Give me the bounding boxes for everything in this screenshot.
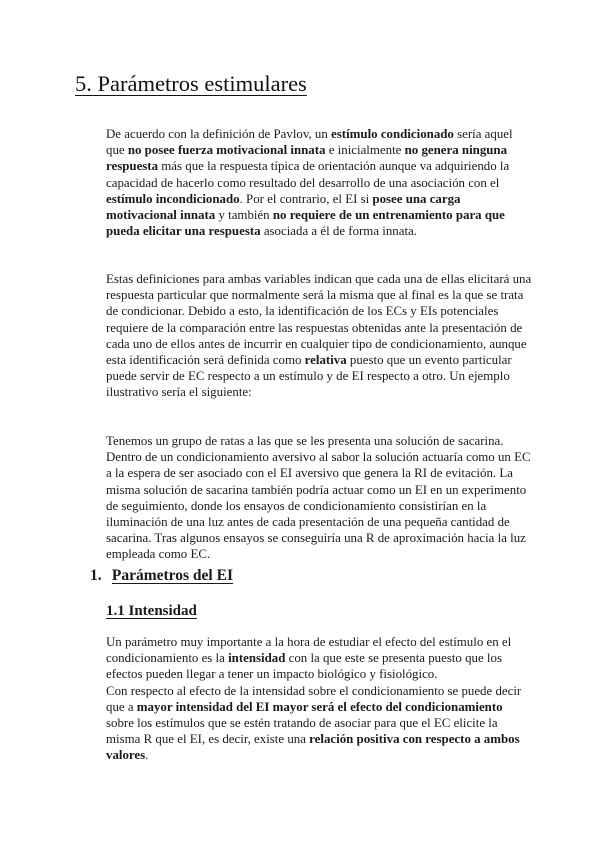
- body-text: sería aquel que: [106, 127, 513, 158]
- body-text: sobre los estímulos que se estén tratando de asociar para que el EC elicite la misma R que el EI, es decir, existe una: [106, 716, 498, 747]
- section-title: Parámetros del EI: [111, 567, 233, 584]
- body-text: más que la respuesta típica de orientación aunque va adquiriendo la capacidad de hacerlo como resultado del desarrollo de una asociación con el: [106, 159, 510, 190]
- body-text: . Por el contrario, el EI si: [239, 191, 373, 206]
- body-text: Un parámetro muy importante a la hora de estudiar el efecto del estímulo en el condicionamiento es la: [106, 635, 512, 666]
- body-text: Con respecto al efecto de la intensidad sobre el condicionamiento se puede decir que a: [106, 683, 522, 714]
- emphasized-text: posee una carga motivacional innata: [106, 191, 461, 223]
- emphasized-text: estímulo condicionado: [331, 127, 454, 141]
- paragraph-intensity: [106, 634, 532, 764]
- paragraph-rat-example: [106, 433, 532, 563]
- body-text: Estas definiciones para ambas variables indican que cada una de ellas elicitará una respuesta particular que normalmente será la misma que al final es la que se trata de condicionar. Debido a esto, la identificación de los ECs y EIs potenciales requiere de la comparación entre las respuestas obtenidas ante la presentación de cada uno de ellos antes de incurrir en cualquier tipo de condicionamiento, aunque esta identificación será definida como: [106, 272, 532, 368]
- body-text: puesto que un evento particular puede servir de EC respecto a un estímulo y de EI respecto a otro. Un ejemplo ilustrativo sería el siguiente:: [106, 353, 512, 400]
- paragraph-definitions: [106, 271, 532, 401]
- emphasized-text: intensidad: [228, 651, 286, 666]
- paragraph-pavlov-definition: [106, 126, 532, 239]
- body-text: con la que este se presenta puesto que los efectos pueden llegar a tener un impacto biológico y fisiológico.: [106, 651, 502, 682]
- body-text: De acuerdo con la definición de Pavlov, un: [106, 127, 332, 141]
- page-title: 5. Parámetros estimulares: [75, 71, 307, 96]
- body-text: Tenemos un grupo de ratas a las que se les presenta una solución de sacarina. Dentro de un condicionamiento aversivo al sabor la solución actuaría como un EC a la espera de ser asociado con el EI aversivo que genera la RI de evitación. La misma solución de sacarina también podría actuar como un EI en un experimento de seguimiento, donde los ensayos de condicionamiento consistirían en la iluminación de una luz antes de cada presentación de una pequeña cantidad de sacarina. Tras algunos ensayos se conseguiría una R de aproximación hacia la luz empleada como EC.: [106, 434, 531, 562]
- emphasized-text: estímulo incondicionado: [106, 191, 240, 206]
- body-text: .: [145, 748, 149, 763]
- body-text: e inicialmente: [325, 143, 405, 158]
- section-heading-ei-parameters: [90, 566, 233, 586]
- body-text: asociada a él de forma innata.: [260, 224, 417, 239]
- body-text: y también: [215, 208, 273, 223]
- section-number: 1.: [90, 567, 102, 584]
- emphasized-text: no genera ninguna respuesta: [106, 143, 508, 174]
- emphasized-text: no requiere de un entrenamiento para que pueda elicitar una respuesta: [106, 208, 505, 239]
- emphasized-text: relativa: [304, 353, 347, 368]
- emphasized-text: relación positiva con respecto a ambos valores: [106, 732, 520, 763]
- subsection-heading-intensity: 1.1 Intensidad: [106, 603, 197, 619]
- emphasized-text: mayor intensidad del EI mayor será el efecto del condicionamiento: [136, 699, 503, 714]
- emphasized-text: no posee fuerza motivacional innata: [127, 143, 326, 158]
